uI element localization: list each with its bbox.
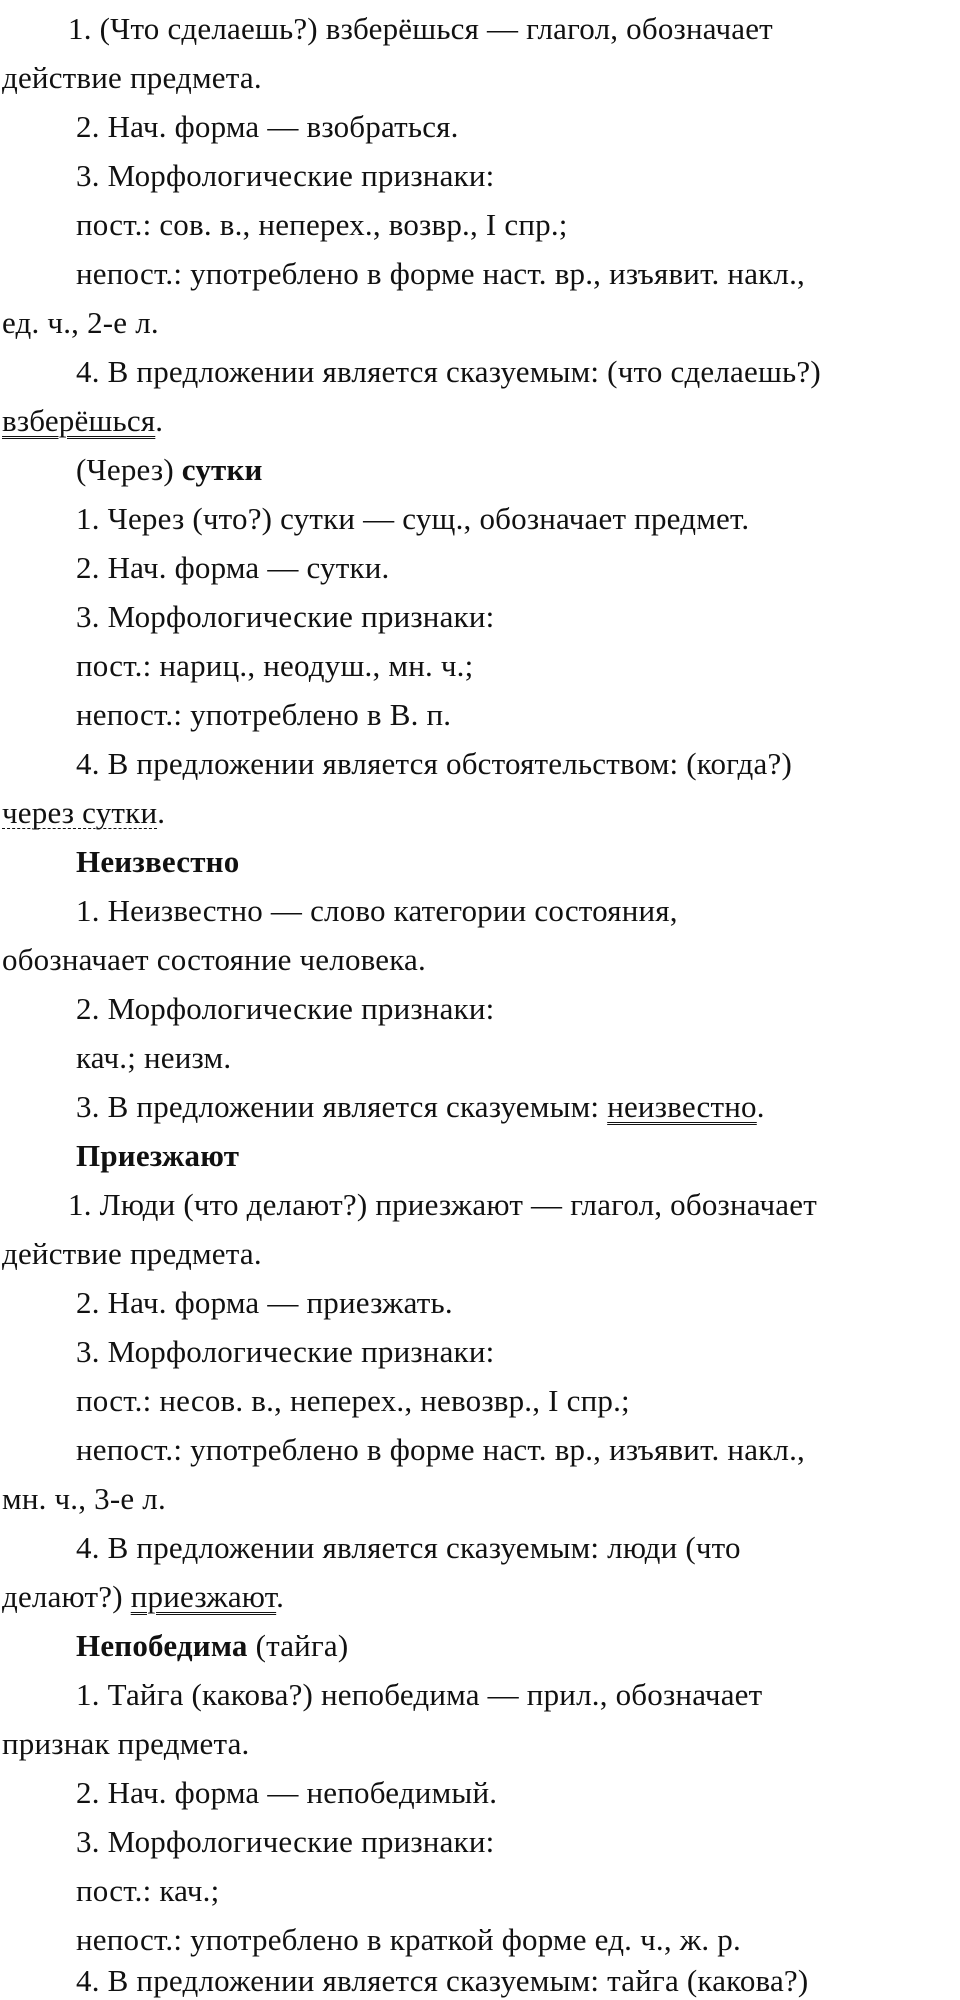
text-line: 2. Морфологические признаки:: [76, 991, 495, 1026]
text-line: 1. Тайга (какова?) непобедима — прил., обозначает: [76, 1677, 763, 1712]
predicate-underline: приезжают: [130, 1579, 277, 1614]
text-line: 1. Через (что?) сутки — сущ., обозначает предмет.: [76, 501, 750, 536]
text-line: делают?) приезжают.: [2, 1579, 285, 1614]
text-line: 1. Люди (что делают?) приезжают — глагол, обозначает: [68, 1187, 817, 1222]
text-line: действие предмета.: [2, 1236, 262, 1271]
text-line: 2. Нач. форма — взобраться.: [76, 109, 459, 144]
text-line: непост.: употреблено в В. п.: [76, 697, 452, 732]
text-line: ед. ч., 2-е л.: [2, 305, 159, 340]
text-line: 3. В предложении является сказуемым: неизвестно.: [76, 1089, 765, 1124]
text-line: пост.: нариц., неодуш., мн. ч.;: [76, 648, 474, 683]
text-line: 4. В предложении является сказуемым: люди (что: [76, 1530, 741, 1565]
predicate-underline: неизвестно: [607, 1089, 757, 1124]
section-heading: Неизвестно: [76, 844, 240, 879]
text-line: непост.: употреблено в краткой форме ед. ч., ж. р.: [76, 1922, 741, 1957]
text-line: 2. Нач. форма — приезжать.: [76, 1285, 453, 1320]
text-line: 1. (Что сделаешь?) взберёшься — глагол, обозначает: [68, 11, 773, 46]
text-line: обозначает состояние человека.: [2, 942, 426, 977]
text-line: 2. Нач. форма — сутки.: [76, 550, 390, 585]
text-line: кач.; неизм.: [76, 1040, 232, 1075]
text-line: 4. В предложении является обстоятельством: (когда?): [76, 746, 792, 781]
text-line: пост.: сов. в., неперех., возвр., I спр.;: [76, 207, 568, 242]
text-line: 4. В предложении является сказуемым: тайга (какова?): [76, 1963, 809, 1998]
text-line: пост.: кач.;: [76, 1873, 220, 1908]
text-line: взберёшься.: [2, 403, 164, 438]
text-line: непост.: употреблено в форме наст. вр., изъявит. накл.,: [76, 1432, 805, 1467]
text-line: 3. Морфологические признаки:: [76, 1824, 495, 1859]
text-line: 2. Нач. форма — непобедимый.: [76, 1775, 498, 1810]
text-line: 1. Неизвестно — слово категории состояния,: [76, 893, 678, 928]
text-line: пост.: несов. в., неперех., невозвр., I спр.;: [76, 1383, 630, 1418]
adverbial-underline: через сутки: [2, 795, 158, 830]
text-line: 4. В предложении является сказуемым: (что сделаешь?): [76, 354, 821, 389]
text-line: 3. Морфологические признаки:: [76, 1334, 495, 1369]
text-line: непост.: употреблено в форме наст. вр., изъявит. накл.,: [76, 256, 805, 291]
predicate-underline: взберёшься: [2, 403, 156, 438]
text-line: 3. Морфологические признаки:: [76, 599, 495, 634]
text-line: через сутки.: [2, 795, 166, 830]
text-line: мн. ч., 3-е л.: [2, 1481, 166, 1516]
text-line: 3. Морфологические признаки:: [76, 158, 495, 193]
section-heading: Приезжают: [76, 1138, 240, 1173]
text-line: действие предмета.: [2, 60, 262, 95]
text-line: признак предмета.: [2, 1726, 250, 1761]
section-heading: (Через) сутки: [76, 452, 263, 487]
section-heading: Непобедима (тайга): [76, 1628, 349, 1663]
